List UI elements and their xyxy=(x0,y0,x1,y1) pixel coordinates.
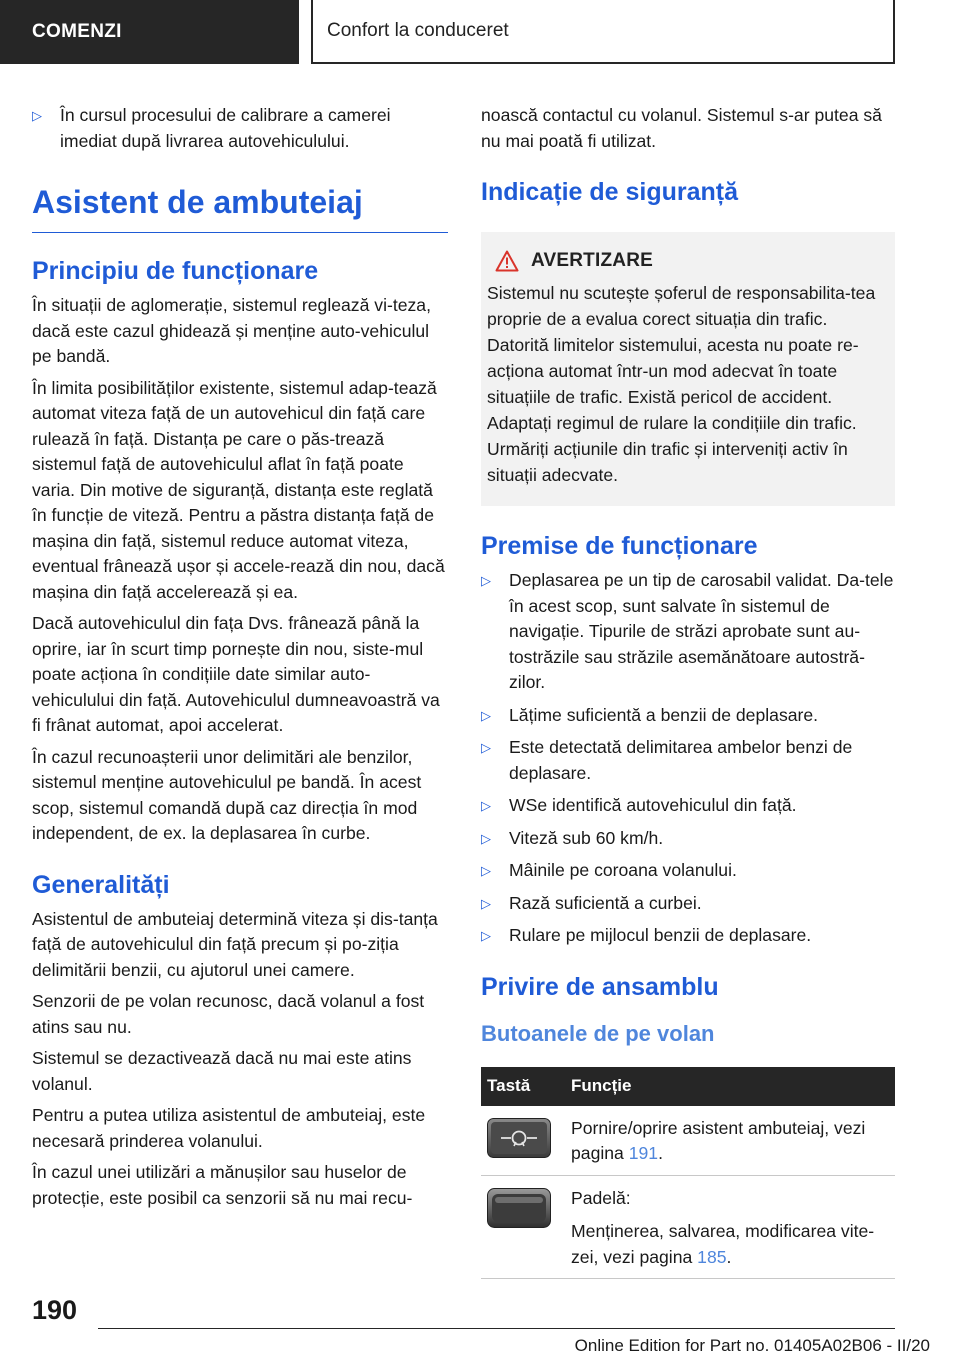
list-item-text: Mâinile pe coroana volanului. xyxy=(509,860,737,880)
list-item-text: Lățime suficientă a benzii de deplasare. xyxy=(509,704,819,725)
table-row xyxy=(481,1106,895,1176)
warning-box xyxy=(481,226,895,506)
page-link[interactable]: 191 xyxy=(628,1143,659,1163)
warning-header xyxy=(487,250,889,272)
chapter-title: Asistent de ambuteiaj xyxy=(32,180,448,233)
chapter-tab[interactable]: COMENZI xyxy=(0,0,299,64)
table-row xyxy=(481,1175,895,1279)
paragraph: Dacă autovehiculul din fața Dvs. frânează până la oprire, iar în scurt timp pornește din nou, siste-mul poate acționa în condițiile date similar auto-vehiculului din față. Autovehiculul dumneavoastră va fi frânat automat, apoi accelerat. xyxy=(32,613,440,735)
key-cell xyxy=(481,1175,565,1279)
function-suffix: . xyxy=(726,1246,732,1267)
section-title: Confort la conduceret xyxy=(311,0,895,64)
paragraph: Pentru a putea utiliza asistentul de ambuteiaj, este necesară prinderea volanului. xyxy=(32,1105,426,1151)
triangle-bullet-icon: ▷ xyxy=(481,573,491,588)
principle-heading: Principiu de funcționare xyxy=(32,257,319,285)
key-cell xyxy=(481,1106,565,1176)
list-item-text: Rază suficientă a curbei. xyxy=(509,892,702,913)
triangle-bullet-icon: ▷ xyxy=(481,863,491,878)
list-item-text: Rulare pe mijlocul benzii de deplasare. xyxy=(509,925,812,945)
list-item xyxy=(481,735,895,786)
overview-heading: Privire de ansamblu xyxy=(481,972,719,1001)
list-item xyxy=(481,923,895,949)
list-item-text: WSe identifică autovehiculul din față. xyxy=(509,795,797,815)
paragraph: Senzorii de pe volan recunosc, dacă volanul a fost atins sau nu. xyxy=(32,991,425,1037)
footer-divider xyxy=(98,1328,895,1329)
paragraph: În situații de aglomerație, sistemul reglează vi-teza, dacă este cazul ghidează și menține auto-vehiculul pe bandă. xyxy=(32,295,431,366)
steering-assist-button-icon xyxy=(487,1118,551,1158)
column-header-function: Funcție xyxy=(565,1067,895,1106)
paragraph: Asistentul de ambuteiaj determină viteza și dis-tanța față de autovehiculul din față precum și po-ziția delimitării benzii, cu ajutorul unei camere. xyxy=(32,908,438,980)
page-link[interactable]: 185 xyxy=(697,1246,727,1267)
list-item xyxy=(481,891,895,917)
triangle-bullet-icon: ▷ xyxy=(32,108,42,123)
list-item xyxy=(32,103,448,154)
list-item-text: Viteză sub 60 km/h. xyxy=(509,827,664,848)
triangle-bullet-icon: ▷ xyxy=(481,895,491,911)
premises-heading: Premise de funcționare xyxy=(481,532,758,560)
list-item xyxy=(481,568,895,696)
triangle-bullet-icon: ▷ xyxy=(481,830,491,846)
triangle-bullet-icon: ▷ xyxy=(481,740,491,755)
edition-note: Online Edition for Part no. 01405A02B06 - II/20 xyxy=(574,1336,930,1355)
paragraph: În cazul recunoașterii unor delimitări ale benzilor, sistemul menține autovehiculul pe bandă. În acest scop, sistemul comandă după caz direcția în mod independent, de ex. la deplasarea în curbe. xyxy=(32,746,422,843)
function-cell xyxy=(565,1106,895,1176)
triangle-bullet-icon: ▷ xyxy=(481,798,491,813)
warning-triangle-icon xyxy=(495,250,519,272)
list-item xyxy=(481,793,895,819)
list-item xyxy=(481,703,895,729)
list-item-text: Deplasarea pe un tip de carosabil validat. Da-tele în acest scop, sunt salvate în sistemul de navigație. Tipurile de străzi aprobate sunt au-tostrăzile sau străzile asemănătoare autostră-zilor. xyxy=(509,570,894,692)
function-suffix: . xyxy=(658,1143,663,1163)
safety-heading: Indicație de siguranță xyxy=(481,178,739,206)
triangle-bullet-icon: ▷ xyxy=(481,928,491,943)
general-heading: Generalități xyxy=(32,870,170,899)
page-number: 190 xyxy=(32,1295,78,1325)
paragraph: În limita posibilităților existente, sistemul adap-tează automat viteza față de un autovehicul din față care rulează în față. Distanța pe care o păs-trează sistemul față de autovehiculul aflat în față poate varia. Din motive de siguranță, distanța este reglată în funcție de viteză. Pentru a păstra distanța față de mașina din față, sistemul reduce automat viteza, eventual frânează ușor și accele-rează din nou, dacă mașina din față accelerează și ea. xyxy=(32,377,445,602)
paragraph: Sistemul se dezactivează dacă nu mai este atins volanul. xyxy=(32,1048,412,1094)
paddle-button-icon xyxy=(487,1188,551,1228)
warning-text: Sistemul nu scutește șoferul de responsabilita-tea proprie de a evalua corect situația din trafic. Datorită limitelor sistemului, acesta nu poate re-acționa automat într-un mod adecvat în toate situațiile de trafic. Există pericol de accident. Adaptați regimul de rulare la condițiile din trafic. Urmăriți acțiunile din trafic și interveniți activ în situații adecvate. xyxy=(487,283,876,485)
table-header-row xyxy=(481,1067,895,1106)
function-cell xyxy=(565,1175,895,1279)
paragraph: noască contactul cu volanul. Sistemul s-ar putea să nu mai poată fi utilizat. xyxy=(481,105,882,151)
function-text: Menținerea, salvarea, modificarea vite-zei, vezi pagina xyxy=(571,1221,875,1267)
function-title: Padelă: xyxy=(571,1187,631,1208)
function-text: Pornire/oprire asistent ambuteiaj, vezi pagina xyxy=(571,1117,866,1163)
overview-subheading: Butoanele de pe volan xyxy=(481,1020,715,1046)
left-column xyxy=(32,103,448,1217)
list-item-text: Este detectată delimitarea ambelor benzi de deplasare. xyxy=(509,737,853,783)
right-column xyxy=(481,103,895,1279)
list-item xyxy=(481,858,895,884)
triangle-bullet-icon: ▷ xyxy=(481,707,491,723)
paragraph: În cazul unei utilizări a mănușilor sau huselor de protecție, este posibil ca senzorii să nu mai recu- xyxy=(32,1162,413,1208)
buttons-table xyxy=(481,1067,895,1280)
list-item-text: În cursul procesului de calibrare a camerei imediat după livrarea autovehiculului. xyxy=(60,105,391,151)
column-header-key: Tastă xyxy=(481,1067,565,1106)
warning-title: AVERTIZARE xyxy=(531,250,653,271)
list-item xyxy=(481,826,895,852)
